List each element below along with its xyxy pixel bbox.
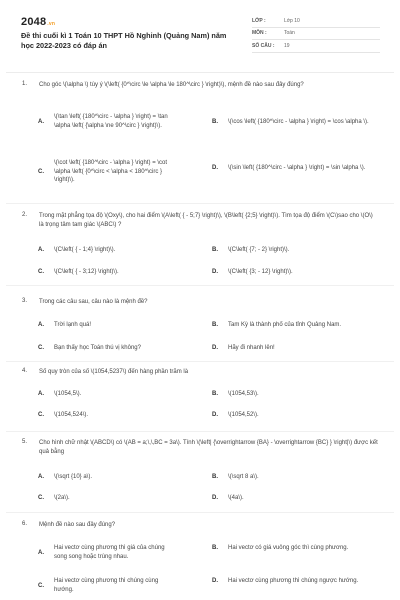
question-number: 4. xyxy=(22,368,28,374)
option-d[interactable] xyxy=(212,494,380,503)
option-c[interactable] xyxy=(38,494,208,503)
question-text: Trong mặt phẳng tọa độ \(Oxy\), cho hai điểm \(A\left( { - 5;7} \right)\), \(B\left( {2;5} \right)\). Tìm tọa độ điểm \(C\)sao cho \(O\) là trọng tâm tam giác \(ABC\) ? xyxy=(39,213,373,228)
option-text: Hai vectơ cùng phương thì chúng ngược hướng. xyxy=(228,578,359,584)
option-text: Hai vectơ có giá vuông góc thì cùng phương. xyxy=(228,545,349,551)
question-divider xyxy=(6,361,394,362)
question-2 xyxy=(0,212,400,280)
meta-key: MÔN : xyxy=(252,30,267,37)
question-divider xyxy=(6,512,394,513)
option-text: \(\cot \left( {180^\circ - \alpha } \right) = \cot \alpha \left( {0^\circ < \alpha < 180^\circ } \right)\). xyxy=(54,160,168,184)
option-letter: A. xyxy=(38,391,44,398)
option-text: \(\sqrt {10} a\). xyxy=(54,474,93,480)
option-letter: C. xyxy=(38,582,44,589)
question-text: Trong các câu sau, câu nào là mệnh đề? xyxy=(39,299,148,305)
option-letter: D. xyxy=(212,165,218,172)
option-a[interactable] xyxy=(38,390,208,399)
meta-value: 19 xyxy=(284,42,290,49)
option-d[interactable] xyxy=(212,411,380,420)
site-logo[interactable] xyxy=(21,16,55,28)
option-text: \(\sin \left( {180^\circ - \alpha } \right) = \sin \alpha \). xyxy=(228,165,366,171)
option-letter: A. xyxy=(38,247,44,254)
option-text: Hai vectơ cùng phương thì chúng cùng hướng. xyxy=(54,578,159,593)
option-c[interactable] xyxy=(38,577,208,594)
option-letter: B. xyxy=(212,247,218,254)
question-number: 2. xyxy=(22,212,28,218)
option-text: Tam Kỳ là thành phố của tỉnh Quảng Nam. xyxy=(228,322,342,328)
option-d[interactable] xyxy=(212,268,380,277)
option-b[interactable] xyxy=(212,390,380,399)
meta-key: SỐ CÂU : xyxy=(252,42,275,49)
option-a[interactable] xyxy=(38,321,208,330)
option-letter: D. xyxy=(212,269,218,276)
question-number: 5. xyxy=(22,439,28,445)
option-letter: C. xyxy=(38,345,44,352)
logo-suffix: .vn xyxy=(47,21,56,27)
option-a[interactable] xyxy=(38,246,208,255)
option-text: \(2a\). xyxy=(54,495,70,501)
option-text: Bạn thấy học Toán thú vị không? xyxy=(54,345,141,351)
meta-row-count xyxy=(252,40,380,53)
option-letter: C. xyxy=(38,269,44,276)
option-letter: A. xyxy=(38,549,44,556)
option-text: \(\cos \left( {180^\circ - \alpha } \right) = \cos \alpha \). xyxy=(228,119,369,125)
question-text: Cho hình chữ nhật \(ABCD\) có \(AB = a;\,\,BC = 3a\). Tính \(\left| {\overrightarrow {BA} - \overrightarrow {BC} } \right|\) được kết quả bằng xyxy=(39,440,378,455)
option-text: \(\tan \left( {180^\circ - \alpha } \right) = \tan \alpha \left( {\alpha \ne 90^\circ } \right)\). xyxy=(54,114,168,129)
option-letter: D. xyxy=(212,412,218,419)
option-a[interactable] xyxy=(38,113,208,130)
option-text: Hai vectơ cùng phương thì giá của chúng song song hoặc trùng nhau. xyxy=(54,545,165,560)
meta-row-class xyxy=(252,15,380,28)
option-a[interactable] xyxy=(38,473,208,482)
meta-value: Lớp 10 xyxy=(284,17,300,24)
question-1 xyxy=(0,81,400,196)
option-letter: B. xyxy=(212,545,218,552)
option-letter: D. xyxy=(212,578,218,585)
option-letter: B. xyxy=(212,391,218,398)
option-b[interactable] xyxy=(212,118,380,127)
option-text: \(\sqrt 8 a\). xyxy=(228,474,259,480)
question-number: 1. xyxy=(22,81,28,87)
question-text: Mệnh đề nào sau đây đúng? xyxy=(39,522,116,528)
option-text: \(C\left( { - 1;4} \right)\). xyxy=(54,247,116,253)
question-6 xyxy=(0,521,400,600)
header-divider xyxy=(6,72,394,73)
option-text: Hãy đi nhanh lên! xyxy=(228,345,275,351)
option-text: \(C\left( {3; - 12} \right)\). xyxy=(228,269,293,275)
page-title: Đề thi cuối kì 1 Toán 10 THPT Hồ Nghinh (Quảng Nam) năm học 2022-2023 có đáp án xyxy=(21,31,227,50)
option-letter: A. xyxy=(38,118,44,125)
option-c[interactable] xyxy=(38,268,208,277)
meta-value: Toán xyxy=(284,30,295,37)
option-letter: C. xyxy=(38,495,44,502)
question-text: Số quy tròn của số \(1054,5237\) đến hàng phần trăm là xyxy=(39,369,189,375)
option-d[interactable] xyxy=(212,164,380,173)
option-b[interactable] xyxy=(212,544,380,553)
option-letter: B. xyxy=(212,322,218,329)
question-divider xyxy=(6,203,394,204)
option-letter: B. xyxy=(212,119,218,126)
option-text: \(1054,52\). xyxy=(228,412,259,418)
option-b[interactable] xyxy=(212,321,380,330)
question-4 xyxy=(0,368,400,426)
option-c[interactable] xyxy=(38,344,208,353)
question-divider xyxy=(6,431,394,432)
option-b[interactable] xyxy=(212,473,380,482)
page-header xyxy=(0,0,400,62)
option-b[interactable] xyxy=(212,246,380,255)
option-text: \(C\left( {7; - 2} \right)\). xyxy=(228,247,290,253)
question-5 xyxy=(0,439,400,507)
option-text: \(1054,5\). xyxy=(54,391,82,397)
option-letter: C. xyxy=(38,412,44,419)
question-text: Cho góc \(\alpha \) tùy ý \(\left( {0^\circ \le \alpha \le 180^\circ } \right)\), mệnh đề nào sau đây đúng? xyxy=(39,82,304,88)
option-letter: D. xyxy=(212,345,218,352)
option-a[interactable] xyxy=(38,544,208,561)
option-d[interactable] xyxy=(212,577,380,586)
option-c[interactable] xyxy=(38,159,208,185)
question-divider xyxy=(6,285,394,286)
option-d[interactable] xyxy=(212,344,380,353)
option-text: \(1054,53\). xyxy=(228,391,259,397)
exam-meta xyxy=(252,15,380,53)
option-text: \(1054,524\). xyxy=(54,412,89,418)
option-letter: B. xyxy=(212,474,218,481)
meta-row-subject xyxy=(252,28,380,41)
option-text: Trời lạnh quá! xyxy=(54,322,92,328)
question-number: 6. xyxy=(22,521,28,527)
option-letter: A. xyxy=(38,322,44,329)
option-letter: D. xyxy=(212,495,218,502)
option-letter: A. xyxy=(38,474,44,481)
question-number: 3. xyxy=(22,298,28,304)
logo-text: 2048 xyxy=(21,16,47,28)
option-c[interactable] xyxy=(38,411,208,420)
question-3 xyxy=(0,298,400,356)
meta-key: LỚP : xyxy=(252,17,266,24)
option-text: \(4a\). xyxy=(228,495,244,501)
option-text: \(C\left( { - 3;12} \right)\). xyxy=(54,269,119,275)
option-letter: C. xyxy=(38,168,44,175)
